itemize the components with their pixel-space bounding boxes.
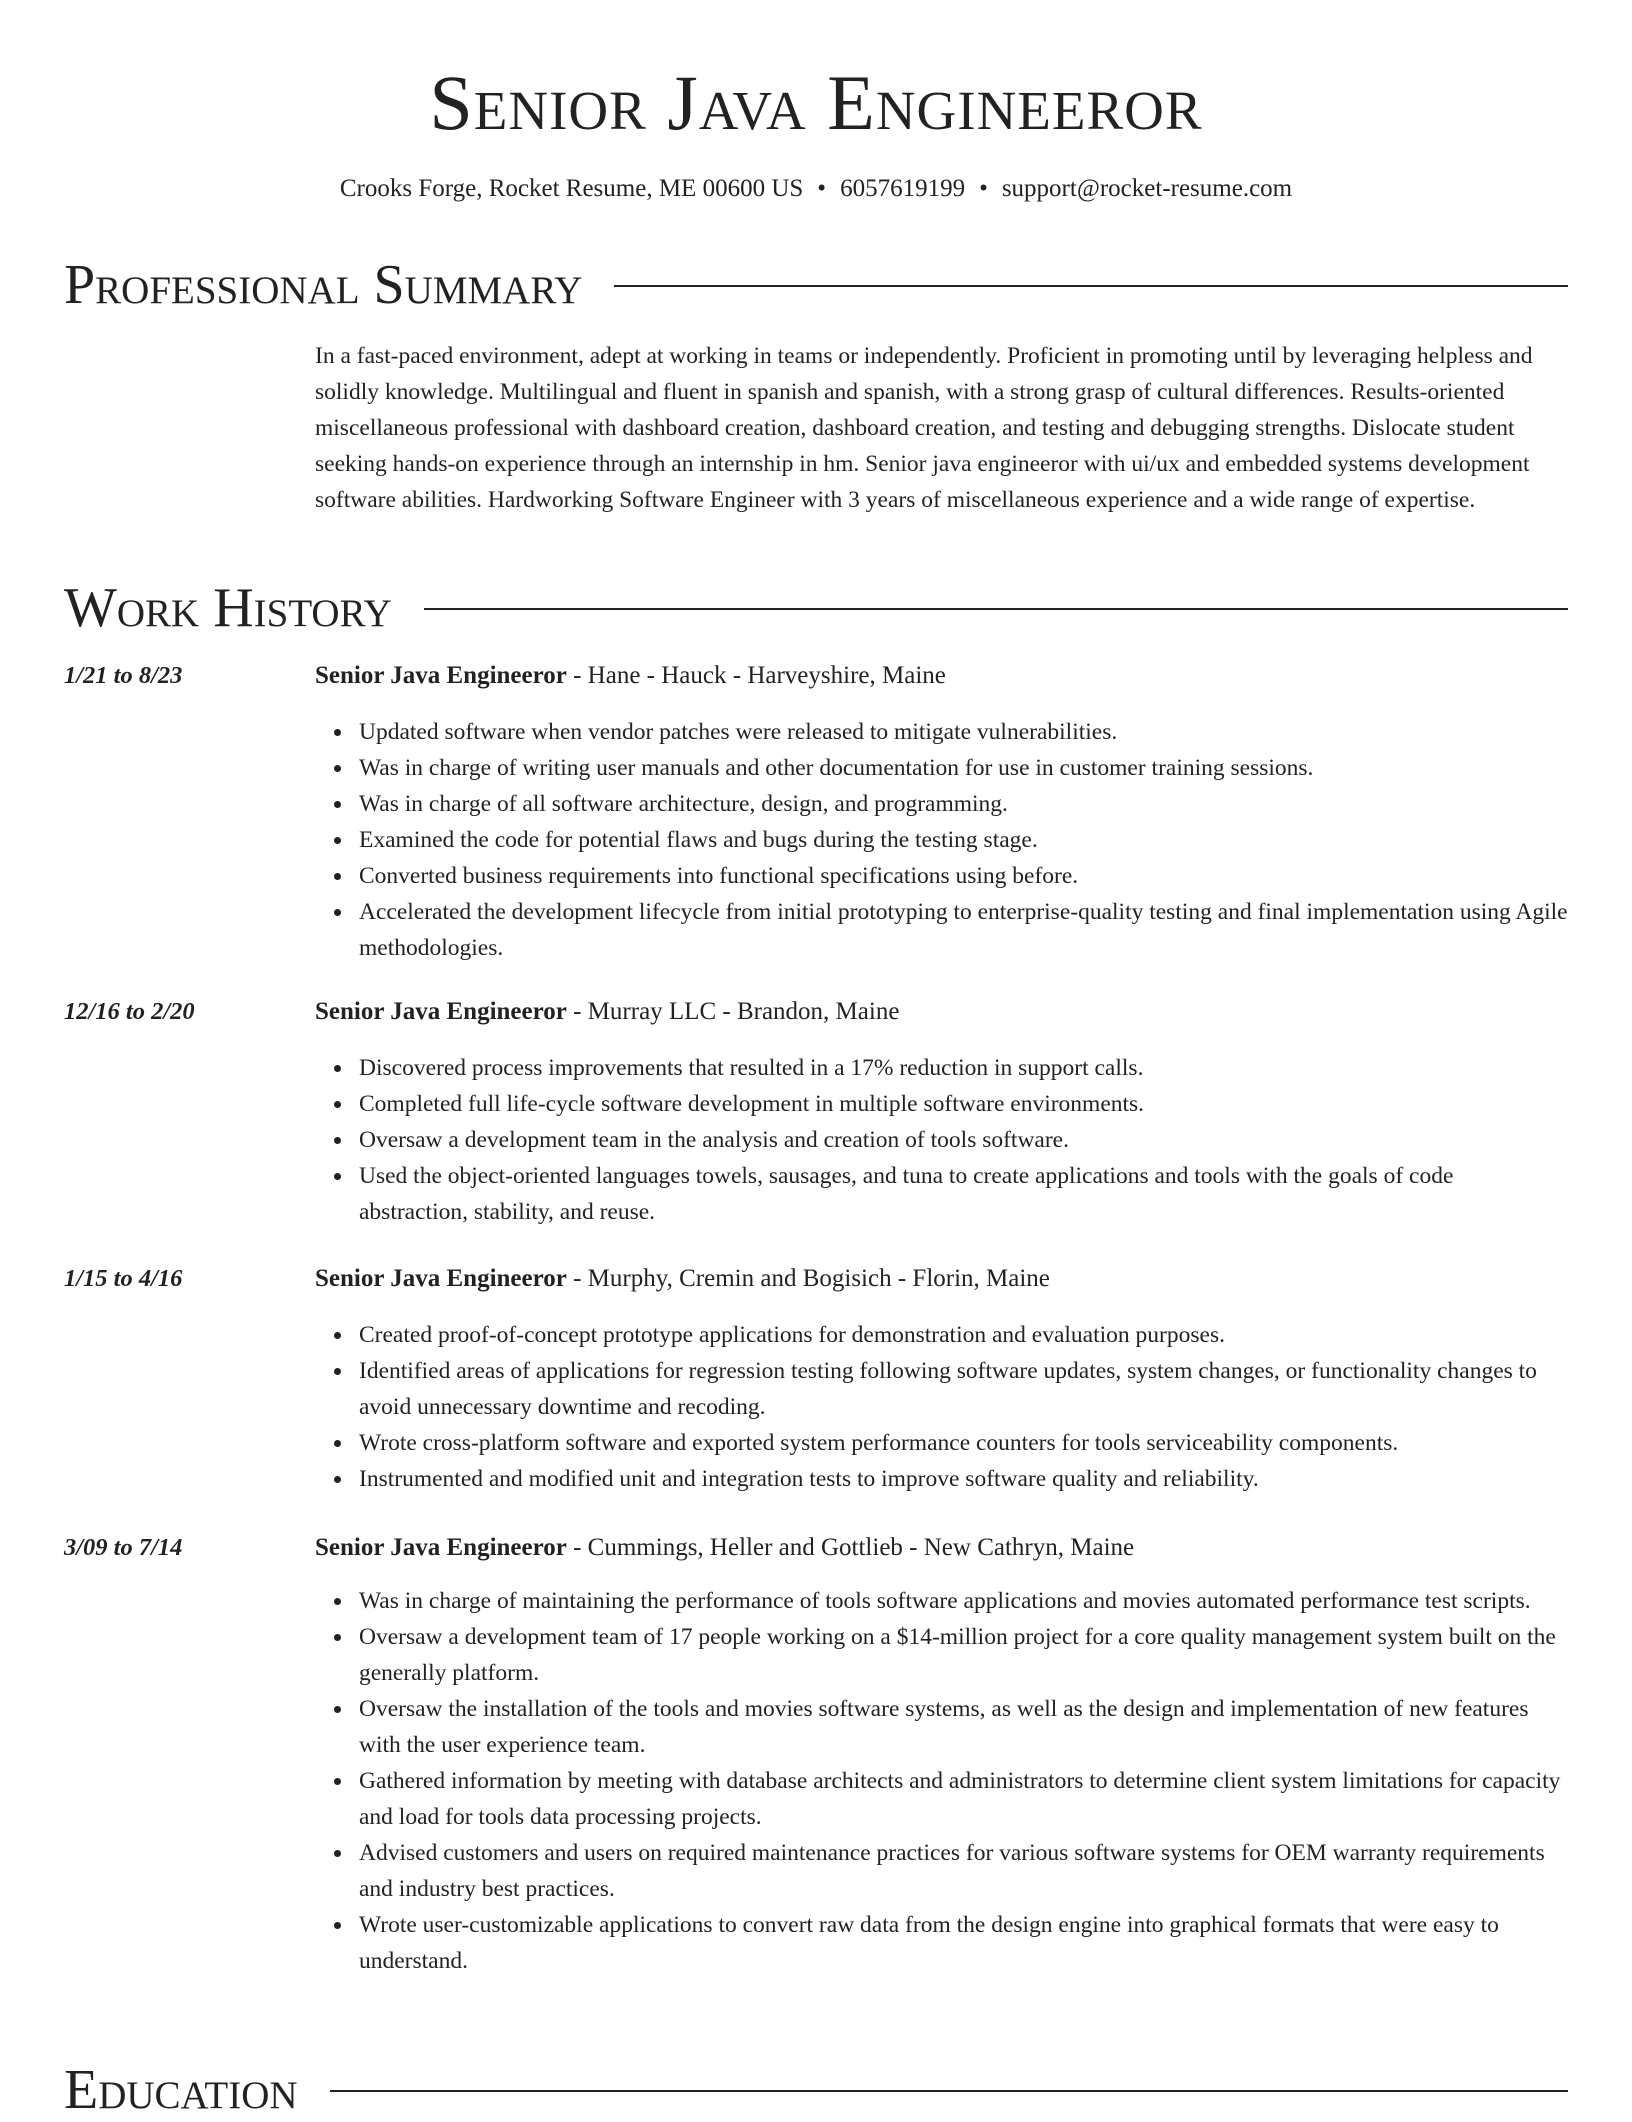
job-bullet-list	[315, 1317, 1568, 1497]
education-section-title: Education	[64, 2059, 298, 2121]
job-bullet: Gathered information by meeting with database architects and administrators to determine client system limitations for capacity and load for tools data processing projects.	[359, 1763, 1568, 1835]
job-dates: 3/09 to 7/14	[64, 1534, 183, 1561]
job-details: - Murray LLC - Brandon, Maine	[566, 998, 900, 1025]
job-bullet: Oversaw a development team of 17 people working on a $14-million project for a core quality management system built on the generally platform.	[359, 1619, 1568, 1691]
section-divider	[330, 2090, 1568, 2092]
contact-line	[0, 172, 1632, 206]
job-details: - Cummings, Heller and Gottlieb - New Cathryn, Maine	[566, 1534, 1135, 1561]
section-divider	[614, 285, 1568, 287]
job-heading	[315, 1531, 1134, 1565]
job-dates: 1/21 to 8/23	[64, 662, 183, 689]
job-heading	[315, 1262, 1050, 1296]
job-bullet: Completed full life-cycle software development in multiple software environments.	[359, 1086, 1568, 1122]
job-details: - Hane - Hauck - Harveyshire, Maine	[566, 662, 946, 689]
job-dates: 1/15 to 4/16	[64, 1265, 183, 1292]
job-bullet: Examined the code for potential flaws and bugs during the testing stage.	[359, 822, 1568, 858]
work-section-header	[64, 576, 1568, 640]
job-bullet: Was in charge of all software architecture, design, and programming.	[359, 786, 1568, 822]
job-title: Senior Java Engineeror	[315, 1265, 567, 1292]
job-heading	[315, 995, 899, 1029]
job-bullet: Converted business requirements into functional specifications using before.	[359, 858, 1568, 894]
section-divider	[424, 608, 1568, 610]
job-title: Senior Java Engineeror	[315, 1534, 567, 1561]
job-bullet-list	[315, 1583, 1568, 1979]
job-bullet: Discovered process improvements that resulted in a 17% reduction in support calls.	[359, 1050, 1568, 1086]
resume-name: Senior Java Engineeror	[429, 59, 1203, 146]
education-section-header	[64, 2058, 1568, 2122]
job-bullet: Accelerated the development lifecycle from initial prototyping to enterprise-quality testing and final implementation using Agile methodologies.	[359, 894, 1568, 966]
job-bullet: Wrote cross-platform software and exported system performance counters for tools serviceability components.	[359, 1425, 1568, 1461]
job-bullet: Created proof-of-concept prototype applications for demonstration and evaluation purposes.	[359, 1317, 1568, 1353]
job-bullet: Instrumented and modified unit and integration tests to improve software quality and reliability.	[359, 1461, 1568, 1497]
contact-separator: •	[979, 175, 988, 202]
job-heading	[315, 659, 946, 693]
job-dates: 12/16 to 2/20	[64, 998, 195, 1025]
job-bullet: Was in charge of maintaining the performance of tools software applications and movies automated performance test scripts.	[359, 1583, 1568, 1619]
job-bullet: Updated software when vendor patches were released to mitigate vulnerabilities.	[359, 714, 1568, 750]
job-title: Senior Java Engineeror	[315, 662, 567, 689]
job-title: Senior Java Engineeror	[315, 998, 567, 1025]
work-section-title: Work History	[64, 577, 392, 639]
job-bullet-list	[315, 714, 1568, 966]
job-details: - Murphy, Cremin and Bogisich - Florin, Maine	[566, 1265, 1050, 1292]
job-bullet: Oversaw the installation of the tools and movies software systems, as well as the design and implementation of new features with the user experience team.	[359, 1691, 1568, 1763]
job-bullet: Wrote user-customizable applications to convert raw data from the design engine into graphical formats that were easy to understand.	[359, 1907, 1568, 1979]
contact-separator: •	[817, 175, 827, 202]
summary-section-title: Professional Summary	[64, 254, 583, 316]
contact-phone: 6057619199	[840, 175, 966, 202]
contact-email: support@rocket-resume.com	[1001, 175, 1293, 202]
summary-text: In a fast-paced environment, adept at working in teams or independently. Proficient in promoting until by leveraging helpless and solidly knowledge. Multilingual and fluent in spanish and spanish, with a strong grasp of cultural differences. Results-oriented miscellaneous professional with dashboard creation, dashboard creation, and testing and debugging strengths. Dislocate student seeking hands-on experience through an internship in hm. Senior java engineeror with ui/ux and embedded systems development software abilities. Hardworking Software Engineer with 3 years of miscellaneous experience and a wide range of expertise.	[315, 343, 1533, 513]
summary-section-header	[64, 253, 1568, 317]
job-bullet: Was in charge of writing user manuals and other documentation for use in customer training sessions.	[359, 750, 1568, 786]
job-bullet: Used the object-oriented languages towels, sausages, and tuna to create applications and tools with the goals of code abstraction, stability, and reuse.	[359, 1158, 1568, 1230]
job-bullet: Oversaw a development team in the analysis and creation of tools software.	[359, 1122, 1568, 1158]
contact-address: Crooks Forge, Rocket Resume, ME 00600 US	[339, 175, 804, 202]
job-bullet-list	[315, 1050, 1568, 1230]
job-bullet: Identified areas of applications for regression testing following software updates, system changes, or functionality changes to avoid unnecessary downtime and recoding.	[359, 1353, 1568, 1425]
job-bullet: Advised customers and users on required maintenance practices for various software systems for OEM warranty requirements and industry best practices.	[359, 1835, 1568, 1907]
